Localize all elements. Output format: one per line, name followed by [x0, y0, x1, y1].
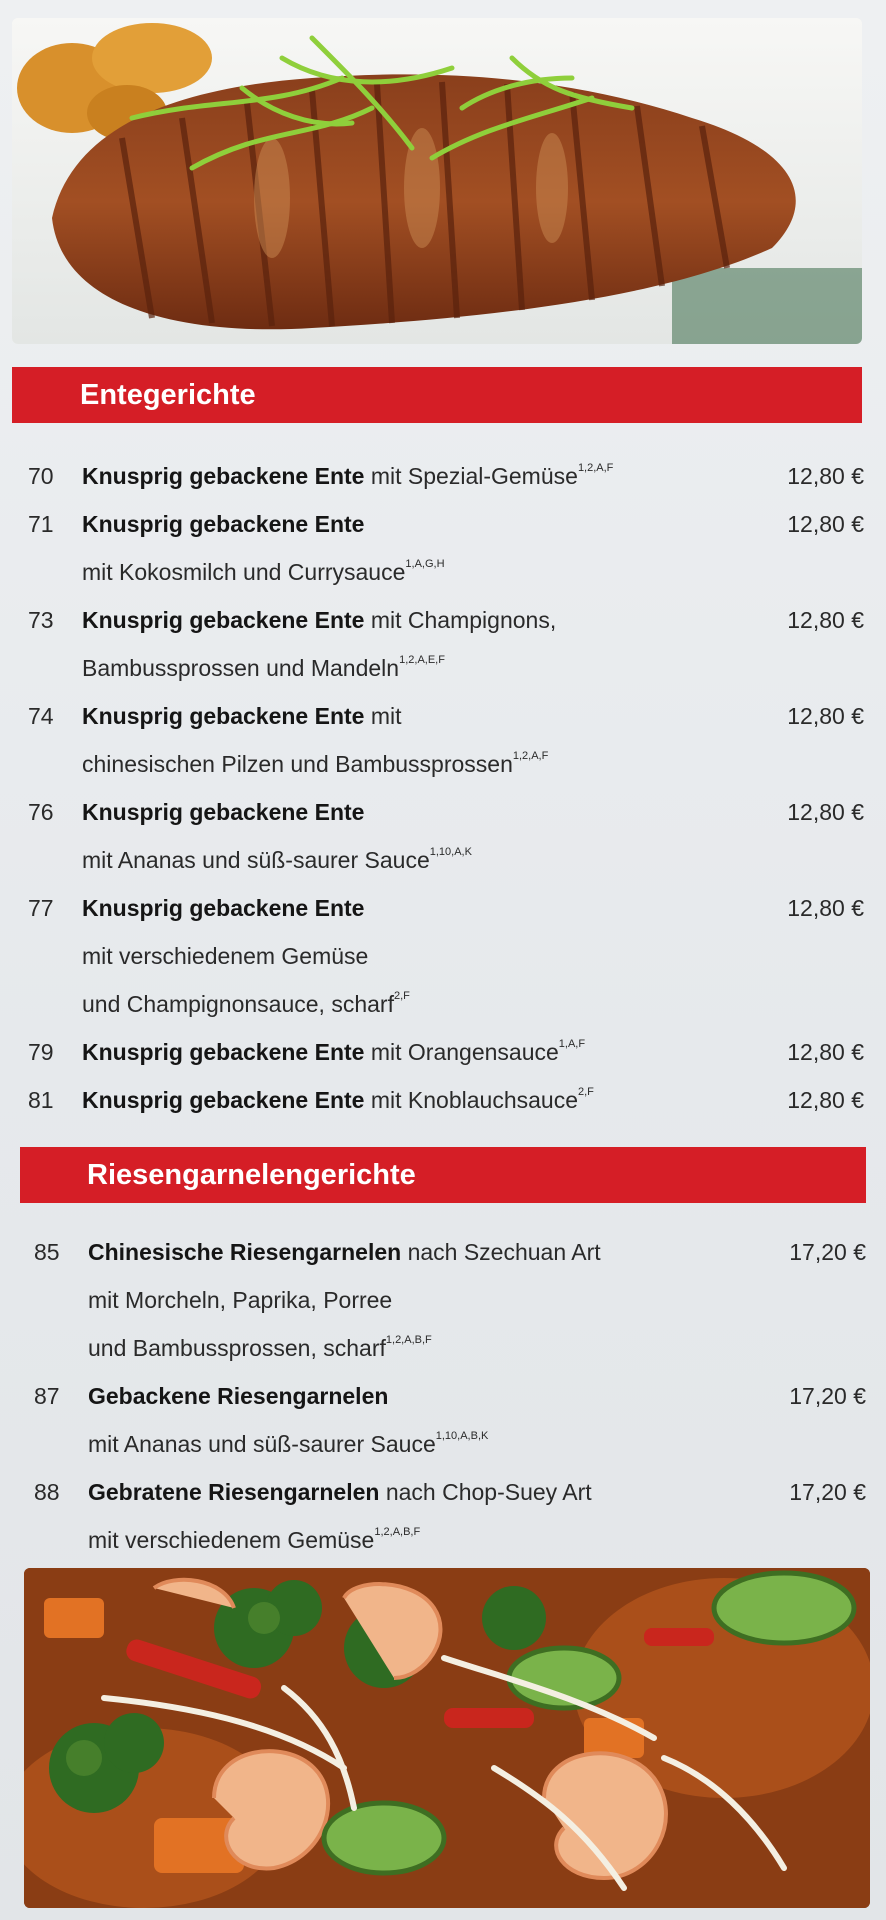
item-description [88, 1276, 392, 1324]
item-description [82, 836, 472, 884]
item-detail: mit verschiedenem Gemüse [88, 1527, 375, 1553]
menu-item [0, 1372, 886, 1468]
allergen-codes: 1,2,A,B,F [385, 1334, 432, 1347]
item-name: Gebackene Riesengarnelen [88, 1383, 389, 1409]
item-description [82, 692, 402, 740]
item-name: Knusprig gebackene Ente [82, 511, 365, 537]
item-description [82, 596, 556, 644]
menu-item-line [0, 740, 886, 788]
item-detail: mit Ananas und süß-saurer Sauce [88, 1431, 436, 1457]
menu-item [0, 500, 886, 596]
item-detail: chinesischen Pilzen und Bambussprossen [82, 751, 513, 777]
item-name: Knusprig gebackene Ente [82, 1087, 365, 1113]
section-title: Entegerichte [80, 378, 256, 411]
menu-item [0, 788, 886, 884]
menu-item-line [0, 1420, 886, 1468]
menu-item-line [0, 932, 886, 980]
item-detail: nach Chop-Suey Art [379, 1479, 592, 1505]
menu-item-line [0, 836, 886, 884]
item-description [82, 884, 364, 932]
item-name: Chinesische Riesengarnelen [88, 1239, 402, 1265]
crispy-duck-photo [12, 18, 862, 344]
item-detail: mit Knoblauchsauce [364, 1087, 578, 1113]
menu-item-line [0, 788, 886, 836]
menu-item [0, 1076, 886, 1124]
section-header-entegerichte [12, 367, 862, 423]
item-description [82, 500, 364, 548]
item-name: Knusprig gebackene Ente [82, 1039, 365, 1065]
menu-item-line [0, 452, 886, 500]
allergen-codes: 1,A,F [558, 1038, 586, 1051]
section-header-riesengarnelengerichte [20, 1147, 866, 1203]
item-name: Knusprig gebackene Ente [82, 463, 365, 489]
menu-item-line [0, 1516, 886, 1564]
item-price: 17,20 € [789, 1239, 866, 1265]
item-number: 74 [28, 703, 54, 729]
item-description [82, 548, 445, 596]
menu-item-line [0, 1324, 886, 1372]
item-number: 73 [28, 607, 54, 633]
menu-list-entegerichte [0, 452, 886, 1124]
item-detail: und Bambussprossen, scharf [88, 1335, 386, 1361]
menu-item-line [0, 692, 886, 740]
menu-item-line [0, 884, 886, 932]
allergen-codes: 1,A,G,H [405, 558, 445, 571]
item-detail: mit Ananas und süß-saurer Sauce [82, 847, 430, 873]
item-price: 12,80 € [787, 799, 864, 825]
item-detail: nach Szechuan Art [401, 1239, 601, 1265]
item-description [88, 1468, 592, 1516]
item-name: Knusprig gebackene Ente [82, 799, 365, 825]
menu-item-line [0, 500, 886, 548]
item-description [88, 1228, 601, 1276]
menu-item-line [0, 1276, 886, 1324]
item-detail: mit Champignons, [364, 607, 557, 633]
item-price: 12,80 € [787, 511, 864, 537]
item-name: Knusprig gebackene Ente [82, 703, 365, 729]
item-number: 76 [28, 799, 54, 825]
item-description [88, 1420, 488, 1468]
allergen-codes: 1,10,A,B,K [435, 1430, 489, 1443]
item-price: 12,80 € [787, 1039, 864, 1065]
menu-item [0, 452, 886, 500]
item-price: 12,80 € [787, 607, 864, 633]
allergen-codes: 1,2,A,B,F [374, 1526, 421, 1539]
item-price: 12,80 € [787, 703, 864, 729]
item-name: Gebratene Riesengarnelen [88, 1479, 380, 1505]
item-number: 85 [34, 1239, 60, 1265]
item-description [88, 1372, 388, 1420]
item-detail: mit [364, 703, 402, 729]
item-price: 12,80 € [787, 463, 864, 489]
item-number: 88 [34, 1479, 60, 1505]
shrimp-vegetables-photo [24, 1568, 870, 1908]
item-description [82, 788, 364, 836]
item-description [82, 1028, 585, 1076]
item-number: 71 [28, 511, 54, 537]
item-detail: Bambussprossen und Mandeln [82, 655, 400, 681]
item-detail: mit verschiedenem Gemüse [82, 943, 369, 969]
allergen-codes: 1,2,A,E,F [399, 654, 445, 667]
item-number: 70 [28, 463, 54, 489]
item-description [82, 740, 548, 788]
menu-item [0, 692, 886, 788]
item-detail: mit Spezial-Gemüse [364, 463, 578, 489]
menu-item-line [0, 1076, 886, 1124]
item-description [88, 1324, 432, 1372]
item-number: 77 [28, 895, 54, 921]
item-number: 81 [28, 1087, 54, 1113]
allergen-codes: 1,2,A,F [512, 750, 549, 763]
menu-item [0, 1228, 886, 1372]
item-detail: mit Kokosmilch und Currysauce [82, 559, 406, 585]
allergen-codes: 1,2,A,F [577, 462, 614, 475]
item-price: 12,80 € [787, 1087, 864, 1113]
item-detail: mit Morcheln, Paprika, Porree [88, 1287, 393, 1313]
item-description [82, 932, 368, 980]
item-description [88, 1516, 420, 1564]
item-description [82, 452, 613, 500]
item-description [82, 644, 445, 692]
item-description [82, 1076, 594, 1124]
menu-item [0, 1468, 886, 1564]
menu-item [0, 884, 886, 1028]
item-detail: mit Orangensauce [364, 1039, 559, 1065]
menu-item [0, 596, 886, 692]
menu-item-line [0, 1228, 886, 1276]
item-detail: und Champignonsauce, scharf [82, 991, 394, 1017]
item-price: 12,80 € [787, 895, 864, 921]
item-name: Knusprig gebackene Ente [82, 607, 365, 633]
menu-item-line [0, 1372, 886, 1420]
allergen-codes: 1,10,A,K [429, 846, 472, 859]
section-title: Riesengarnelengerichte [87, 1158, 416, 1191]
item-name: Knusprig gebackene Ente [82, 895, 365, 921]
item-number: 79 [28, 1039, 54, 1065]
menu-item [0, 1028, 886, 1076]
menu-item-line [0, 548, 886, 596]
menu-item-line [0, 1028, 886, 1076]
menu-list-riesengarnelengerichte [0, 1228, 886, 1564]
menu-item-line [0, 980, 886, 1028]
allergen-codes: 2,F [393, 990, 410, 1003]
item-price: 17,20 € [789, 1479, 866, 1505]
item-description [82, 980, 410, 1028]
allergen-codes: 2,F [577, 1086, 594, 1099]
menu-item-line [0, 1468, 886, 1516]
item-price: 17,20 € [789, 1383, 866, 1409]
menu-item-line [0, 644, 886, 692]
item-number: 87 [34, 1383, 60, 1409]
menu-item-line [0, 596, 886, 644]
